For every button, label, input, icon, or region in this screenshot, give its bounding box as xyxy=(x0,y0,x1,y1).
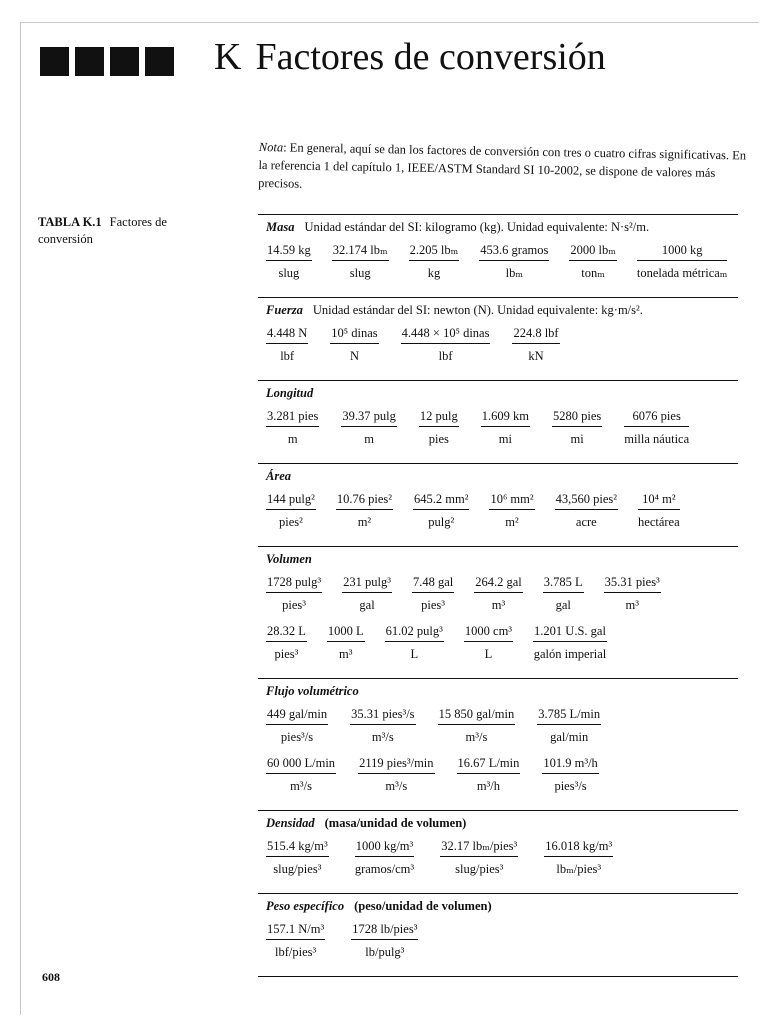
factor-denominator: N xyxy=(349,349,359,363)
factor-denominator: m² xyxy=(357,515,372,529)
factor-row xyxy=(266,491,738,530)
conversion-factor xyxy=(457,755,521,794)
factor-numerator: 35.31 pies³ xyxy=(604,575,660,589)
factor-denominator: gal/min xyxy=(550,730,589,744)
chapter-letter: K xyxy=(214,36,242,78)
factor-numerator: 1000 L xyxy=(327,624,364,638)
factor-numerator: 5280 pies xyxy=(552,409,602,423)
conversion-factor xyxy=(413,491,469,530)
factor-denominator: lbf xyxy=(438,349,453,363)
factor-row xyxy=(266,325,738,364)
table-number: TABLA K.1 xyxy=(38,215,102,229)
marker-square xyxy=(145,47,174,76)
factor-denominator: pulg² xyxy=(428,515,455,529)
factor-denominator: hectárea xyxy=(638,515,680,529)
factor-row xyxy=(266,706,738,745)
conversion-factor xyxy=(542,755,598,794)
factor-denominator: lb/pulg³ xyxy=(365,945,405,959)
factor-denominator: m³ xyxy=(625,598,639,612)
conversion-factor xyxy=(266,574,322,613)
conversion-factor xyxy=(358,755,434,794)
factor-row xyxy=(266,838,738,877)
factor-denominator: m xyxy=(287,432,298,446)
factor-row xyxy=(266,623,738,662)
conversion-factor xyxy=(464,623,513,662)
factor-denominator: m³/h xyxy=(476,779,501,793)
conversion-factor xyxy=(266,838,329,877)
chapter-marker xyxy=(40,47,174,76)
section-name: Área xyxy=(266,469,291,483)
factor-denominator: gal xyxy=(555,598,571,612)
conversion-factor xyxy=(355,838,415,877)
factor-numerator: 264.2 gal xyxy=(475,575,522,589)
factor-numerator: 1728 pulg³ xyxy=(267,575,322,589)
conversion-factor xyxy=(474,574,523,613)
factor-numerator: 515.4 kg/m³ xyxy=(267,839,328,853)
conversion-factor xyxy=(266,706,328,745)
conversion-factor xyxy=(266,408,319,447)
factor-denominator: m xyxy=(364,432,374,446)
conversion-factor xyxy=(624,408,689,447)
conversion-factor xyxy=(543,574,584,613)
section-heading xyxy=(266,302,738,319)
factor-numerator: 4.448 × 10⁵ dinas xyxy=(401,326,490,340)
conversion-factor xyxy=(409,242,460,281)
factor-numerator: 3.785 L xyxy=(543,575,583,589)
factor-row xyxy=(266,408,738,447)
conversion-factor xyxy=(419,408,459,447)
factor-numerator: 645.2 mm² xyxy=(414,492,469,506)
section-name: Longitud xyxy=(266,386,314,400)
factor-numerator: 10⁵ dinas xyxy=(331,326,378,340)
conversion-section xyxy=(258,464,738,546)
factor-numerator: 39.37 pulg xyxy=(342,409,396,423)
conversion-factor xyxy=(341,408,396,447)
factor-denominator: slug/pies³ xyxy=(455,862,504,876)
factor-denominator: pies² xyxy=(278,515,303,529)
conversion-factor xyxy=(637,242,728,281)
conversion-factor xyxy=(342,574,392,613)
section-name: Masa xyxy=(266,220,295,234)
factor-denominator: m³/s xyxy=(385,779,408,793)
factor-numerator: 6076 pies xyxy=(632,409,681,423)
section-subtitle: (masa/unidad de volumen) xyxy=(324,816,467,830)
factor-denominator: pies³ xyxy=(274,647,299,661)
conversion-section xyxy=(258,381,738,463)
factor-numerator: 14.59 kg xyxy=(267,243,311,257)
note-label: Nota xyxy=(258,139,284,155)
section-heading xyxy=(266,898,738,915)
factor-numerator: 2119 pies³/min xyxy=(359,756,434,770)
conversion-table xyxy=(258,214,738,977)
conversion-factor xyxy=(266,242,312,281)
factor-denominator: milla náutica xyxy=(624,432,690,446)
factor-numerator: 1000 cm³ xyxy=(464,624,513,638)
conversion-factor xyxy=(638,491,680,530)
factor-numerator: 2000 lbₘ xyxy=(570,243,616,257)
factor-numerator: 2.205 lbₘ xyxy=(409,243,459,257)
section-heading xyxy=(266,683,738,700)
conversion-section xyxy=(258,811,738,893)
section-heading xyxy=(266,219,738,236)
conversion-section xyxy=(258,679,738,810)
factor-row xyxy=(266,921,738,960)
factor-numerator: 1000 kg/m³ xyxy=(355,839,414,853)
factor-numerator: 12 pulg xyxy=(419,409,458,423)
factor-denominator: pies³ xyxy=(421,598,446,612)
factor-denominator: m³ xyxy=(491,598,506,612)
conversion-factor xyxy=(533,623,607,662)
factor-denominator: gramos/cm³ xyxy=(354,862,415,876)
factor-denominator: tonelada métricaₘ xyxy=(636,266,728,280)
factor-numerator: 4.448 N xyxy=(267,326,308,340)
factor-denominator: pies³/s xyxy=(554,779,587,793)
section-name: Flujo volumétrico xyxy=(266,684,359,698)
conversion-factor xyxy=(412,574,454,613)
factor-denominator: m³/s xyxy=(371,730,394,744)
conversion-section xyxy=(258,298,738,380)
factor-numerator: 10⁴ m² xyxy=(642,492,676,506)
conversion-factor xyxy=(327,623,365,662)
table-title: Factores de conversión xyxy=(38,215,167,246)
page-number: 608 xyxy=(42,970,60,984)
section-name: Fuerza xyxy=(266,303,303,317)
conversion-factor xyxy=(604,574,661,613)
factor-numerator: 1.609 km xyxy=(481,409,529,423)
factor-numerator: 1728 lb/pies³ xyxy=(352,922,418,936)
conversion-factor xyxy=(489,491,534,530)
conversion-factor xyxy=(544,838,613,877)
factor-denominator: slug xyxy=(349,266,371,280)
table-end-rule xyxy=(258,976,738,977)
conversion-factor xyxy=(266,623,307,662)
factor-numerator: 35.31 pies³/s xyxy=(351,707,415,721)
factor-numerator: 60 000 L/min xyxy=(267,756,336,770)
conversion-factor xyxy=(569,242,617,281)
section-subtitle: (peso/unidad de volumen) xyxy=(354,899,492,913)
note-text: : En general, aquí se dan los factores de conversión con tres o cuatro cifras significativas. En la referencia 1 del capítulo 1, IEEE/ASTM Standard SI 10-2002, se dispone de valores más precisos. xyxy=(258,140,747,191)
factor-numerator: 16.018 kg/m³ xyxy=(545,839,613,853)
factor-denominator: lbf/pies³ xyxy=(274,945,317,959)
factor-numerator: 224.8 lbf xyxy=(513,326,559,340)
section-name: Peso específico xyxy=(266,899,345,913)
factor-denominator: L xyxy=(410,647,419,661)
marker-square xyxy=(110,47,139,76)
conversion-factor xyxy=(555,491,618,530)
factor-numerator: 144 pulg² xyxy=(267,492,315,506)
factor-denominator: lbₘ xyxy=(505,266,523,280)
conversion-factor xyxy=(552,408,602,447)
factor-denominator: galón imperial xyxy=(533,647,607,661)
conversion-factor xyxy=(385,623,444,662)
factor-denominator: kg xyxy=(427,266,441,280)
chapter-title xyxy=(214,36,606,80)
conversion-factor xyxy=(336,491,393,530)
section-heading xyxy=(266,551,738,568)
section-description: Unidad estándar del SI: newton (N). Unidad equivalente: kg·m/s². xyxy=(312,303,643,317)
factor-denominator: L xyxy=(484,647,493,661)
factor-numerator: 157.1 N/m³ xyxy=(267,922,325,936)
conversion-section xyxy=(258,894,738,976)
conversion-factor xyxy=(481,408,530,447)
section-description: Unidad estándar del SI: kilogramo (kg). Unidad equivalente: N·s²/m. xyxy=(304,220,650,234)
table-caption xyxy=(38,214,208,248)
factor-denominator: m³ xyxy=(339,647,353,661)
factor-denominator: lbf xyxy=(280,349,295,363)
section-heading xyxy=(266,468,738,485)
factor-numerator: 101.9 m³/h xyxy=(543,756,598,770)
conversion-factor xyxy=(266,491,316,530)
section-heading xyxy=(266,815,738,832)
factor-denominator: gal xyxy=(359,598,375,612)
factor-numerator: 15 850 gal/min xyxy=(438,707,515,721)
factor-denominator: lbₘ/pies³ xyxy=(556,862,602,876)
conversion-factor xyxy=(266,325,308,364)
factor-denominator: tonₘ xyxy=(581,266,605,280)
factor-denominator: pies xyxy=(428,432,449,446)
conversion-factor xyxy=(266,921,325,960)
factor-numerator: 32.17 lbₘ/pies³ xyxy=(441,839,518,853)
factor-numerator: 28.32 L xyxy=(267,624,306,638)
conversion-factor xyxy=(537,706,601,745)
factor-numerator: 10.76 pies² xyxy=(336,492,392,506)
factor-row xyxy=(266,574,738,613)
marker-square xyxy=(75,47,104,76)
conversion-factor xyxy=(330,325,378,364)
chapter-title-text: Factores de conversión xyxy=(255,36,606,78)
factor-denominator: pies³ xyxy=(282,598,306,612)
factor-numerator: 7.48 gal xyxy=(412,575,454,589)
factor-numerator: 61.02 pulg³ xyxy=(385,624,443,638)
factor-denominator: mi xyxy=(498,432,512,446)
factor-numerator: 1000 kg xyxy=(661,243,703,257)
factor-numerator: 453.6 gramos xyxy=(480,243,549,257)
conversion-factor xyxy=(440,838,518,877)
conversion-factor xyxy=(350,706,415,745)
factor-denominator: m² xyxy=(505,515,519,529)
factor-numerator: 1.201 U.S. gal xyxy=(534,624,606,638)
factor-denominator: acre xyxy=(575,515,597,529)
conversion-factor xyxy=(401,325,491,364)
factor-numerator: 3.785 L/min xyxy=(538,707,601,721)
conversion-factor xyxy=(438,706,516,745)
section-name: Volumen xyxy=(266,552,312,566)
factor-denominator: pies³/s xyxy=(280,730,314,744)
section-heading xyxy=(266,385,738,402)
factor-numerator: 10⁶ mm² xyxy=(490,492,534,506)
factor-denominator: slug/pies³ xyxy=(273,862,322,876)
conversion-factor xyxy=(332,242,389,281)
factor-row xyxy=(266,242,738,281)
note xyxy=(258,138,755,201)
factor-denominator: m³/s xyxy=(290,779,312,793)
marker-square xyxy=(40,47,69,76)
conversion-factor xyxy=(351,921,418,960)
factor-row xyxy=(266,755,738,794)
conversion-factor xyxy=(266,755,336,794)
factor-numerator: 3.281 pies xyxy=(267,409,319,423)
conversion-section xyxy=(258,547,738,678)
factor-numerator: 43,560 pies² xyxy=(555,492,618,506)
factor-denominator: kN xyxy=(528,349,544,363)
section-name: Densidad xyxy=(266,816,315,830)
factor-numerator: 449 gal/min xyxy=(267,707,328,721)
factor-denominator: m³/s xyxy=(465,730,488,744)
factor-numerator: 32.174 lbₘ xyxy=(332,243,388,257)
conversion-factor xyxy=(479,242,549,281)
factor-denominator: slug xyxy=(278,266,300,280)
conversion-factor xyxy=(512,325,559,364)
factor-numerator: 16.67 L/min xyxy=(457,756,520,770)
factor-numerator: 231 pulg³ xyxy=(343,575,391,589)
factor-denominator: mi xyxy=(570,432,584,446)
conversion-section xyxy=(258,215,738,297)
